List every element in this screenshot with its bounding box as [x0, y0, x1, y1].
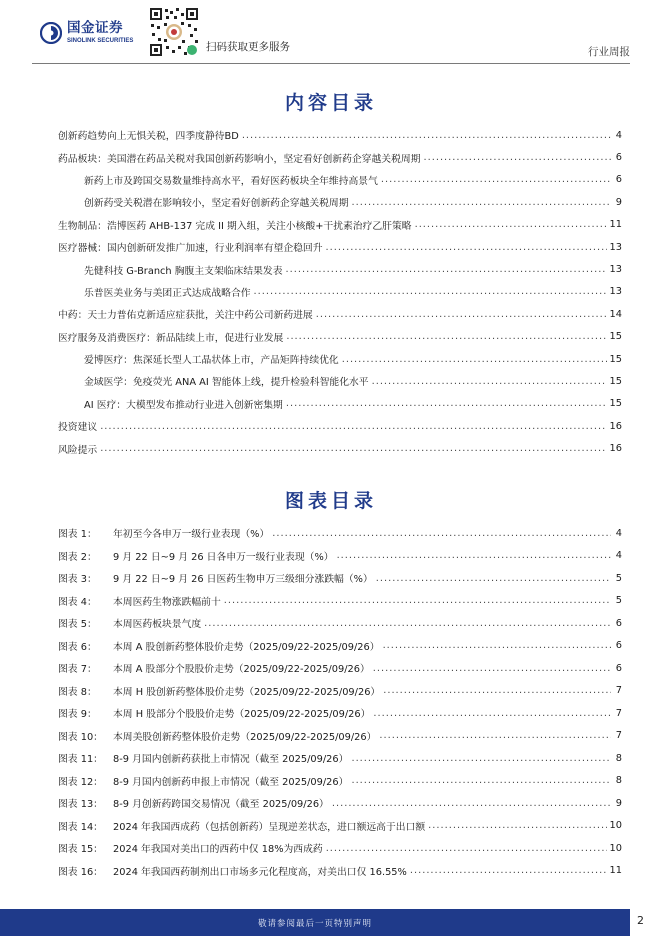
toc-entry-label: 创新药趋势向上无惧关税，四季度静待BD	[58, 131, 239, 143]
toc-entry-label: 创新药受关税潜在影响较小，坚定看好创新药企穿越关税周期	[84, 198, 349, 210]
figure-entry-page: 6	[615, 662, 622, 674]
toc-entry[interactable]	[58, 281, 622, 303]
figure-entry-page: 11	[609, 865, 622, 877]
toc-entry[interactable]	[58, 214, 622, 236]
toc-entry-page: 15	[609, 398, 622, 410]
toc-entry-page: 11	[609, 219, 622, 231]
figure-entry[interactable]	[58, 702, 622, 725]
toc-entry-label: 医疗服务及消费医疗：新品陆续上市，促进行业发展	[58, 332, 284, 344]
toc-entry-page: 15	[609, 331, 622, 343]
page-number: 2	[637, 914, 644, 927]
qr-code-icon[interactable]	[148, 6, 200, 58]
figure-entry-label: 8-9 月国内创新药申报上市情况（截至 2025/09/26）	[113, 776, 349, 788]
toc-entry-label: 风险提示	[58, 444, 98, 456]
figure-entry[interactable]	[58, 860, 622, 883]
company-logo	[40, 22, 133, 44]
sinolink-logo-icon	[40, 22, 62, 44]
toc-entry[interactable]	[58, 393, 622, 415]
figure-entry-number: 图表 5：	[58, 619, 97, 631]
toc-entry-label: 新药上市及跨国交易数量维持高水平，看好医药板块全年维持高景气	[84, 175, 378, 187]
toc-leader-dots	[415, 219, 607, 230]
toc-leader-dots	[100, 421, 606, 432]
toc-entry-page: 15	[609, 375, 622, 387]
figure-leader-dots	[272, 528, 611, 539]
figure-entry-number: 图表 4：	[58, 596, 97, 608]
toc-title: 内容目录	[284, 92, 377, 114]
toc-entry-page: 6	[615, 174, 622, 186]
toc-entry[interactable]	[58, 348, 622, 370]
figure-entry-page: 5	[615, 572, 622, 584]
figure-entry-number: 图表 6：	[58, 641, 97, 653]
figure-entry[interactable]	[58, 770, 622, 793]
figure-entry-label: 8-9 月创新药跨国交易情况（截至 2025/09/26）	[113, 799, 329, 811]
toc-entry-page: 15	[609, 353, 622, 365]
toc-entry[interactable]	[58, 326, 622, 348]
figure-entry-number: 图表 7：	[58, 664, 97, 676]
figure-entry[interactable]	[58, 657, 622, 680]
figure-entry-number: 图表 13：	[58, 799, 103, 811]
figure-entry[interactable]	[58, 522, 622, 545]
list-of-figures	[58, 522, 622, 882]
figure-entry[interactable]	[58, 635, 622, 658]
figure-leader-dots	[373, 708, 611, 719]
toc-entry-label: 医疗器械：国内创新研发推广加速，行业利润率有望企稳回升	[58, 243, 323, 255]
toc-entry[interactable]	[58, 146, 622, 168]
figure-entry-label: 本周 A 股部分个股股价走势（2025/09/22-2025/09/26）	[113, 664, 370, 676]
toc-leader-dots	[286, 398, 607, 409]
figure-entry-label: 本周 A 股创新药整体股价走势（2025/09/22-2025/09/26）	[113, 641, 380, 653]
toc-leader-dots	[242, 130, 611, 141]
figure-entry-page: 10	[609, 820, 622, 832]
figure-entry-label: 本周美股创新药整体股价走势（2025/09/22-2025/09/26）	[113, 731, 377, 743]
figure-entry-page: 8	[615, 752, 622, 764]
toc-leader-dots	[286, 264, 607, 275]
figure-leader-dots	[376, 573, 611, 584]
toc-entry-page: 4	[615, 129, 622, 141]
figure-entry-page: 8	[615, 775, 622, 787]
toc-leader-dots	[316, 309, 607, 320]
figure-entry-page: 10	[609, 842, 622, 854]
toc-leader-dots	[352, 197, 611, 208]
toc-entry[interactable]	[58, 415, 622, 437]
toc-leader-dots	[326, 242, 607, 253]
figure-leader-dots	[224, 595, 611, 606]
figure-leader-dots	[204, 618, 611, 629]
toc-entry[interactable]	[58, 124, 622, 146]
toc-entry-page: 16	[609, 420, 622, 432]
figure-entry-label: 年初至今各申万一级行业表现（%）	[113, 529, 270, 541]
toc-entry-page: 13	[609, 286, 622, 298]
figure-entry-page: 4	[615, 527, 622, 539]
toc-entry[interactable]	[58, 258, 622, 280]
toc-leader-dots	[254, 286, 607, 297]
figure-entry-label: 9 月 22 日~9 月 26 日各申万一级行业表现（%）	[113, 551, 334, 563]
figure-leader-dots	[383, 685, 611, 696]
figure-leader-dots	[383, 640, 611, 651]
page-header	[0, 0, 662, 64]
logo-chinese-name: 国金证券	[67, 20, 123, 37]
figure-entry-page: 7	[615, 685, 622, 697]
figure-entry-label: 本周 H 股创新药整体股价走势（2025/09/22-2025/09/26）	[113, 686, 381, 698]
toc-entry[interactable]	[58, 437, 622, 459]
figure-entry[interactable]	[58, 545, 622, 568]
toc-leader-dots	[342, 354, 607, 365]
toc-leader-dots	[372, 376, 607, 387]
figure-entry-label: 2024 年我国西药制剂出口市场多元化程度高，对美出口仅 16.55%	[113, 866, 407, 878]
figure-entry[interactable]	[58, 567, 622, 590]
figure-entry[interactable]	[58, 792, 622, 815]
toc-entry-label: 先健科技 G-Branch 胸腹主支架临床结果发表	[84, 265, 283, 277]
figure-entry-number: 图表 8：	[58, 686, 97, 698]
figure-entry[interactable]	[58, 680, 622, 703]
figure-entry-label: 2024 年我国对美出口的西药中仅 18%为西成药	[113, 844, 323, 856]
figure-leader-dots	[351, 753, 611, 764]
toc-leader-dots	[286, 331, 606, 342]
toc-entry-label: AI 医疗：大模型发布推动行业进入创新密集期	[84, 399, 283, 411]
table-of-contents	[58, 124, 622, 460]
figure-entry-page: 5	[615, 595, 622, 607]
toc-leader-dots	[100, 443, 606, 454]
figure-list-title: 图表目录	[284, 490, 377, 512]
scan-for-services-text: 扫码获取更多服务	[206, 41, 290, 53]
figure-leader-dots	[332, 798, 611, 809]
figure-entry-label: 8-9 月国内创新药获批上市情况（截至 2025/09/26）	[113, 754, 349, 766]
toc-leader-dots	[381, 174, 611, 185]
footer-disclaimer: 敬请参阅最后一页特别声明	[257, 919, 372, 929]
figure-entry-page: 9	[615, 797, 622, 809]
figure-leader-dots	[373, 663, 611, 674]
toc-entry-page: 6	[615, 152, 622, 164]
toc-entry-page: 9	[615, 196, 622, 208]
figure-entry-page: 6	[615, 617, 622, 629]
figure-entry[interactable]	[58, 612, 622, 635]
figure-entry-label: 9 月 22 日~9 月 26 日医药生物申万三级细分涨跌幅（%）	[113, 574, 373, 586]
toc-entry-label: 生物制品：浩博医药 AHB-137 完成 II 期入组，关注小核酸+干扰素治疗乙肝策略	[58, 220, 412, 232]
figure-entry-number: 图表 16：	[58, 866, 103, 878]
figure-leader-dots	[379, 730, 611, 741]
toc-entry[interactable]	[58, 370, 622, 392]
figure-entry[interactable]	[58, 590, 622, 613]
toc-entry[interactable]	[58, 236, 622, 258]
header-divider	[32, 63, 630, 64]
report-type-label: 行业周报	[588, 46, 630, 58]
toc-entry-page: 13	[609, 264, 622, 276]
figure-entry-page: 4	[615, 550, 622, 562]
figure-entry-number: 图表 2：	[58, 551, 97, 563]
figure-entry-number: 图表 12：	[58, 776, 103, 788]
figure-leader-dots	[337, 550, 611, 561]
figure-entry-page: 7	[615, 730, 622, 742]
figure-entry-page: 7	[615, 707, 622, 719]
toc-entry[interactable]	[58, 169, 622, 191]
figure-leader-dots	[351, 775, 611, 786]
toc-entry-label: 投资建议	[58, 422, 98, 434]
logo-english-name: SINOLINK SECURITIES	[67, 37, 134, 44]
toc-entry[interactable]	[58, 303, 622, 325]
figure-entry[interactable]	[58, 815, 622, 838]
figure-entry-number: 图表 11：	[58, 754, 103, 766]
figure-entry-number: 图表 1：	[58, 529, 97, 541]
toc-leader-dots	[423, 152, 611, 163]
figure-entry-label: 本周医药生物涨跌幅前十	[113, 596, 221, 608]
figure-entry-label: 本周 H 股部分个股股价走势（2025/09/22-2025/09/26）	[113, 709, 371, 721]
toc-entry[interactable]	[58, 191, 622, 213]
figure-entry-number: 图表 9：	[58, 709, 97, 721]
toc-entry-label: 爱博医疗：焦深延长型人工晶状体上市，产品矩阵持续优化	[84, 355, 339, 367]
figure-entry-label: 本周医药板块景气度	[113, 619, 202, 631]
page-footer	[0, 909, 662, 936]
figure-entry-number: 图表 10：	[58, 731, 103, 743]
figure-entry-number: 图表 14：	[58, 821, 103, 833]
toc-entry-label: 中药：天士力普佑克新适应症获批，关注中药公司新药进展	[58, 310, 313, 322]
figure-entry-number: 图表 3：	[58, 574, 97, 586]
figure-entry-page: 6	[615, 640, 622, 652]
figure-leader-dots	[410, 865, 607, 876]
toc-entry-label: 金域医学：免疫荧光 ANA AI 智能体上线，提升检验科智能化水平	[84, 377, 369, 389]
toc-entry-label: 乐普医美业务与美团正式达成战略合作	[84, 287, 251, 299]
toc-entry-page: 13	[609, 241, 622, 253]
figure-entry[interactable]	[58, 747, 622, 770]
toc-entry-page: 14	[609, 308, 622, 320]
figure-leader-dots	[326, 843, 607, 854]
toc-entry-label: 药品板块：美国潜在药品关税对我国创新药影响小，坚定看好创新药企穿越关税周期	[58, 153, 421, 165]
figure-entry[interactable]	[58, 837, 622, 860]
figure-entry-label: 2024 年我国西成药（包括创新药）呈现逆差状态，进口额远高于出口额	[113, 821, 426, 833]
figure-entry-number: 图表 15：	[58, 844, 103, 856]
figure-entry[interactable]	[58, 725, 622, 748]
toc-entry-page: 16	[609, 443, 622, 455]
figure-leader-dots	[428, 820, 606, 831]
